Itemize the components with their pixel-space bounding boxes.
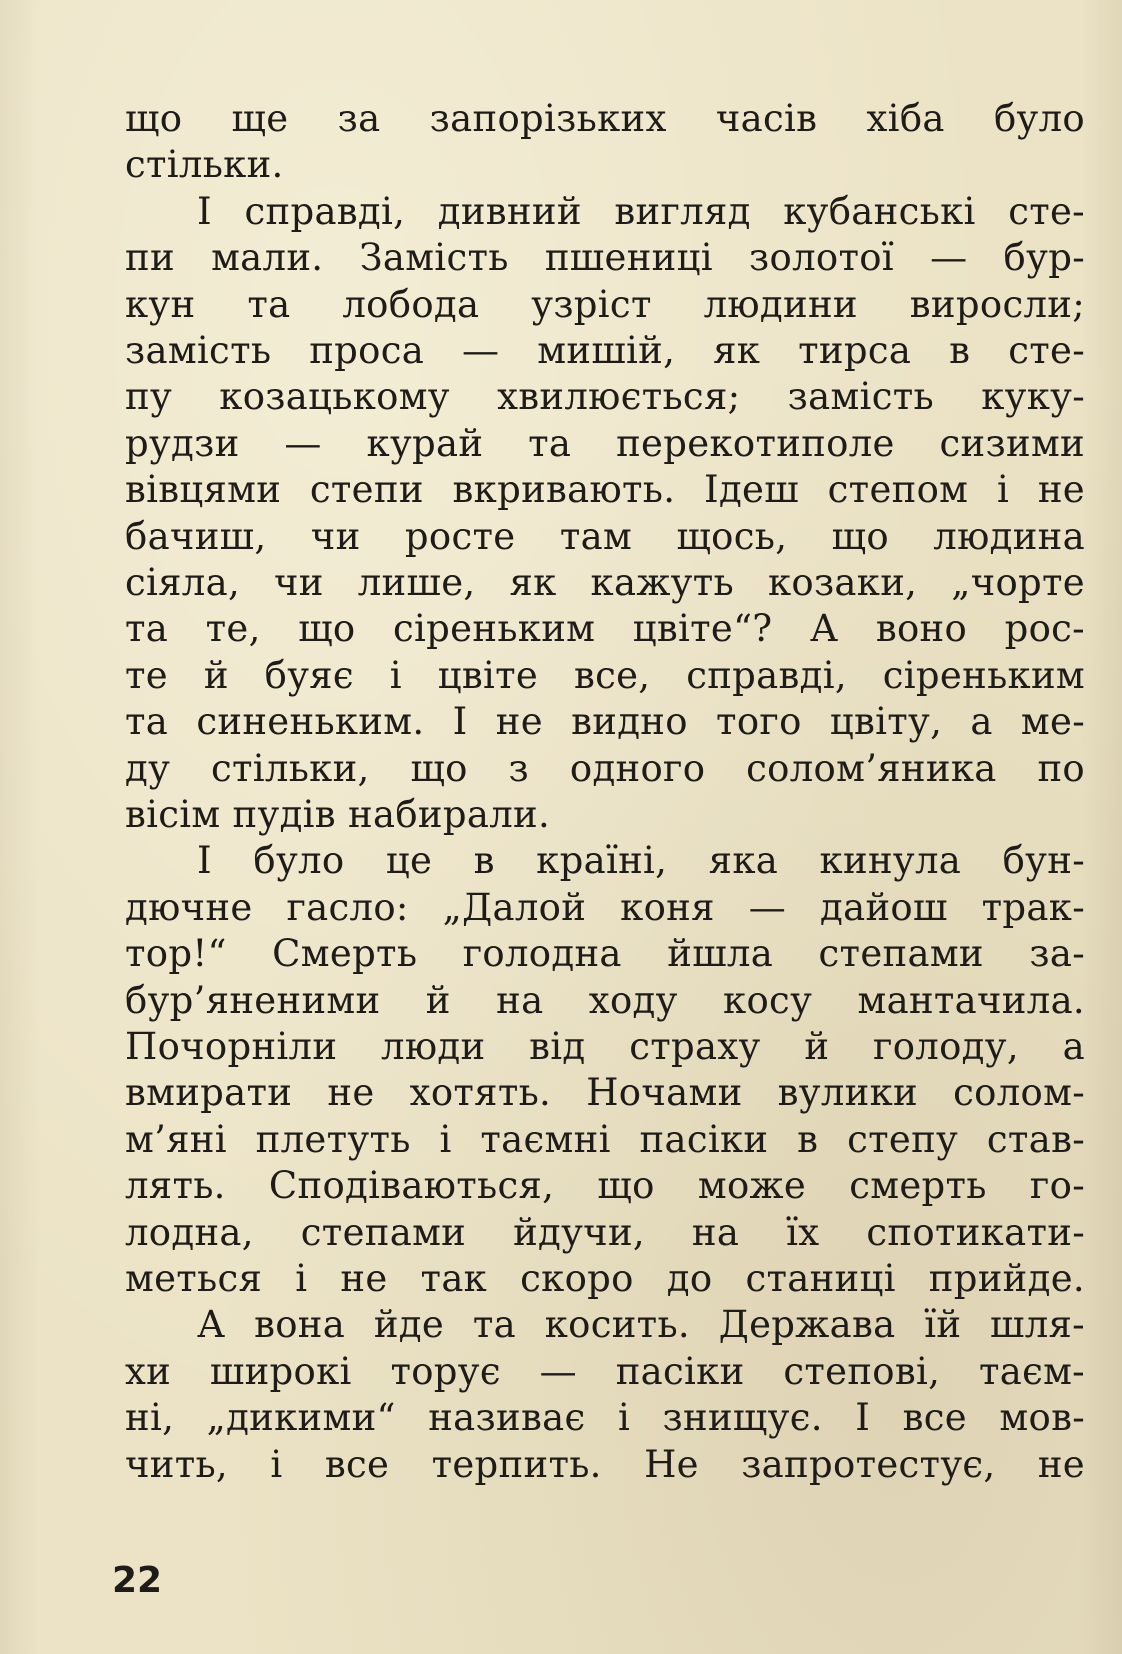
text-line: А вона йде та косить. Держава їй шля- bbox=[197, 1303, 1085, 1346]
text-line: Почорніли люди від страху й голоду, а bbox=[125, 1025, 1085, 1068]
text-line: чить, і все терпить. Не запротестує, не bbox=[125, 1443, 1085, 1486]
text-line: дючне гасло: „Далой коня — дайош трак- bbox=[125, 886, 1085, 929]
text-line: та синеньким. І не видно того цвіту, а ме- bbox=[125, 700, 1085, 743]
text-line: що ще за запорізьких часів хіба було bbox=[125, 97, 1085, 140]
text-line: вмирати не хотять. Ночами вулики солом- bbox=[125, 1071, 1085, 1114]
text-line: те й буяє і цвіте все, справді, сіреньким bbox=[125, 654, 1085, 697]
text-line: м’яні плетуть і таємні пасіки в степу став- bbox=[125, 1118, 1085, 1161]
page-number: 22 bbox=[112, 1560, 163, 1601]
text-line: меться і не так скоро до станиці прийде. bbox=[125, 1257, 1085, 1300]
page-text-block bbox=[125, 96, 1085, 1546]
text-line: І справді, дивний вигляд кубанські сте- bbox=[197, 190, 1085, 233]
text-line: та те, що сіреньким цвіте“? А воно рос- bbox=[125, 607, 1085, 650]
text-line: замість проса — мишій, як тирса в сте- bbox=[125, 329, 1085, 372]
text-line: хи широкі торує — пасіки степові, таєм- bbox=[125, 1350, 1085, 1393]
text-line: рудзи — курай та перекотиполе сизими bbox=[125, 422, 1085, 465]
text-line: стільки. bbox=[125, 143, 284, 186]
text-line: вівцями степи вкривають. Ідеш степом і не bbox=[125, 468, 1085, 511]
text-line: тор!“ Смерть голодна йшла степами за- bbox=[125, 932, 1085, 975]
text-line: кун та лобода узріст людини виросли; bbox=[125, 283, 1085, 326]
text-line: ду стільки, що з одного солом’яника по bbox=[125, 747, 1085, 790]
text-line: пу козацькому хвилюється; замість куку- bbox=[125, 375, 1085, 418]
text-line: бачиш, чи росте там щось, що людина bbox=[125, 515, 1085, 558]
text-line: лодна, степами йдучи, на їх спотикати- bbox=[125, 1211, 1085, 1254]
text-line: лять. Сподіваються, що може смерть го- bbox=[125, 1164, 1085, 1207]
text-line: І було це в країні, яка кинула бун- bbox=[197, 839, 1085, 882]
text-line: ні, „дикими“ називає і знищує. І все мов- bbox=[125, 1396, 1085, 1439]
text-line: пи мали. Замість пшениці золотої — бур- bbox=[125, 236, 1085, 279]
text-line: бур’яненими й на ходу косу мантачила. bbox=[125, 979, 1085, 1022]
text-line: вісім пудів набирали. bbox=[125, 793, 551, 836]
text-line: сіяла, чи лише, як кажуть козаки, „чорте bbox=[125, 561, 1085, 604]
